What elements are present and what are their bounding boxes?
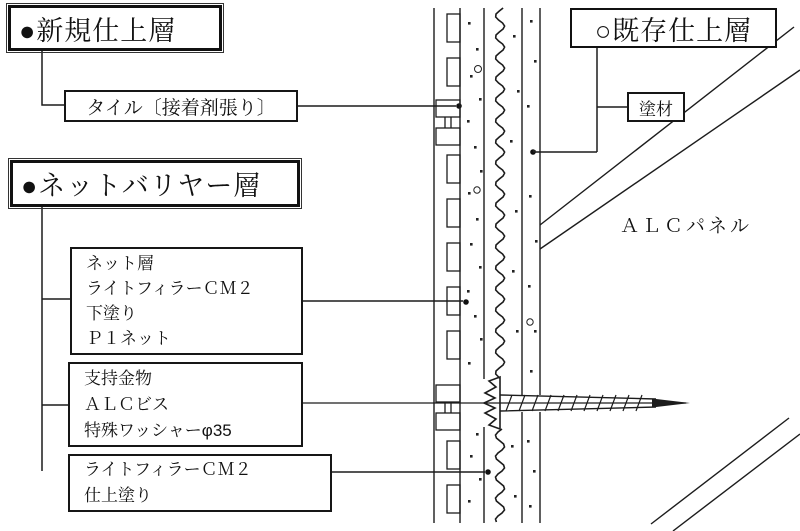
new-finish-layer-title: ●新規仕上層	[19, 15, 177, 46]
legend-box-existing-finish-layer	[570, 8, 777, 48]
label-box-support-hardware	[68, 362, 303, 447]
net-barrier-layer-title: ●ネットバリヤー層	[21, 171, 262, 201]
net-layer-line: ネット層	[86, 254, 154, 273]
wall-section-lines	[434, 8, 540, 523]
existing-finish-layer-title: ○既存仕上層	[594, 15, 753, 46]
tile-layer-hatch	[436, 14, 460, 513]
legend-box-new-finish-layer	[8, 5, 222, 51]
label-box-tile	[64, 90, 298, 122]
support-hardware-line: ＡＬＣビス	[84, 394, 169, 414]
legend-box-net-barrier-layer	[10, 160, 300, 207]
tile-label: タイル〔接着剤張り〕	[86, 97, 276, 119]
support-hardware-line: 支持金物	[84, 368, 152, 388]
label-box-finish-coat	[68, 454, 332, 512]
screw-fastener	[303, 377, 690, 429]
support-hardware-line: 特殊ワッシャーφ35	[84, 420, 232, 440]
net-layer-line: 下塗り	[86, 304, 137, 323]
label-box-coating-material	[627, 92, 685, 122]
coating-material-label: 塗材	[639, 99, 673, 119]
alc-panel-label: ＡＬＣパネル	[620, 216, 753, 237]
screw-tip	[652, 399, 690, 408]
net-layer-line: Ｐ１ネット	[86, 329, 171, 348]
label-box-net-layer	[70, 247, 303, 355]
finish-coat-line: 仕上塗り	[84, 486, 152, 505]
finish-coat-line: ライトフィラーＣＭ２	[84, 460, 252, 479]
net-layer-line: ライトフィラーＣＭ２	[86, 279, 254, 298]
net-wavy-line	[496, 8, 505, 522]
